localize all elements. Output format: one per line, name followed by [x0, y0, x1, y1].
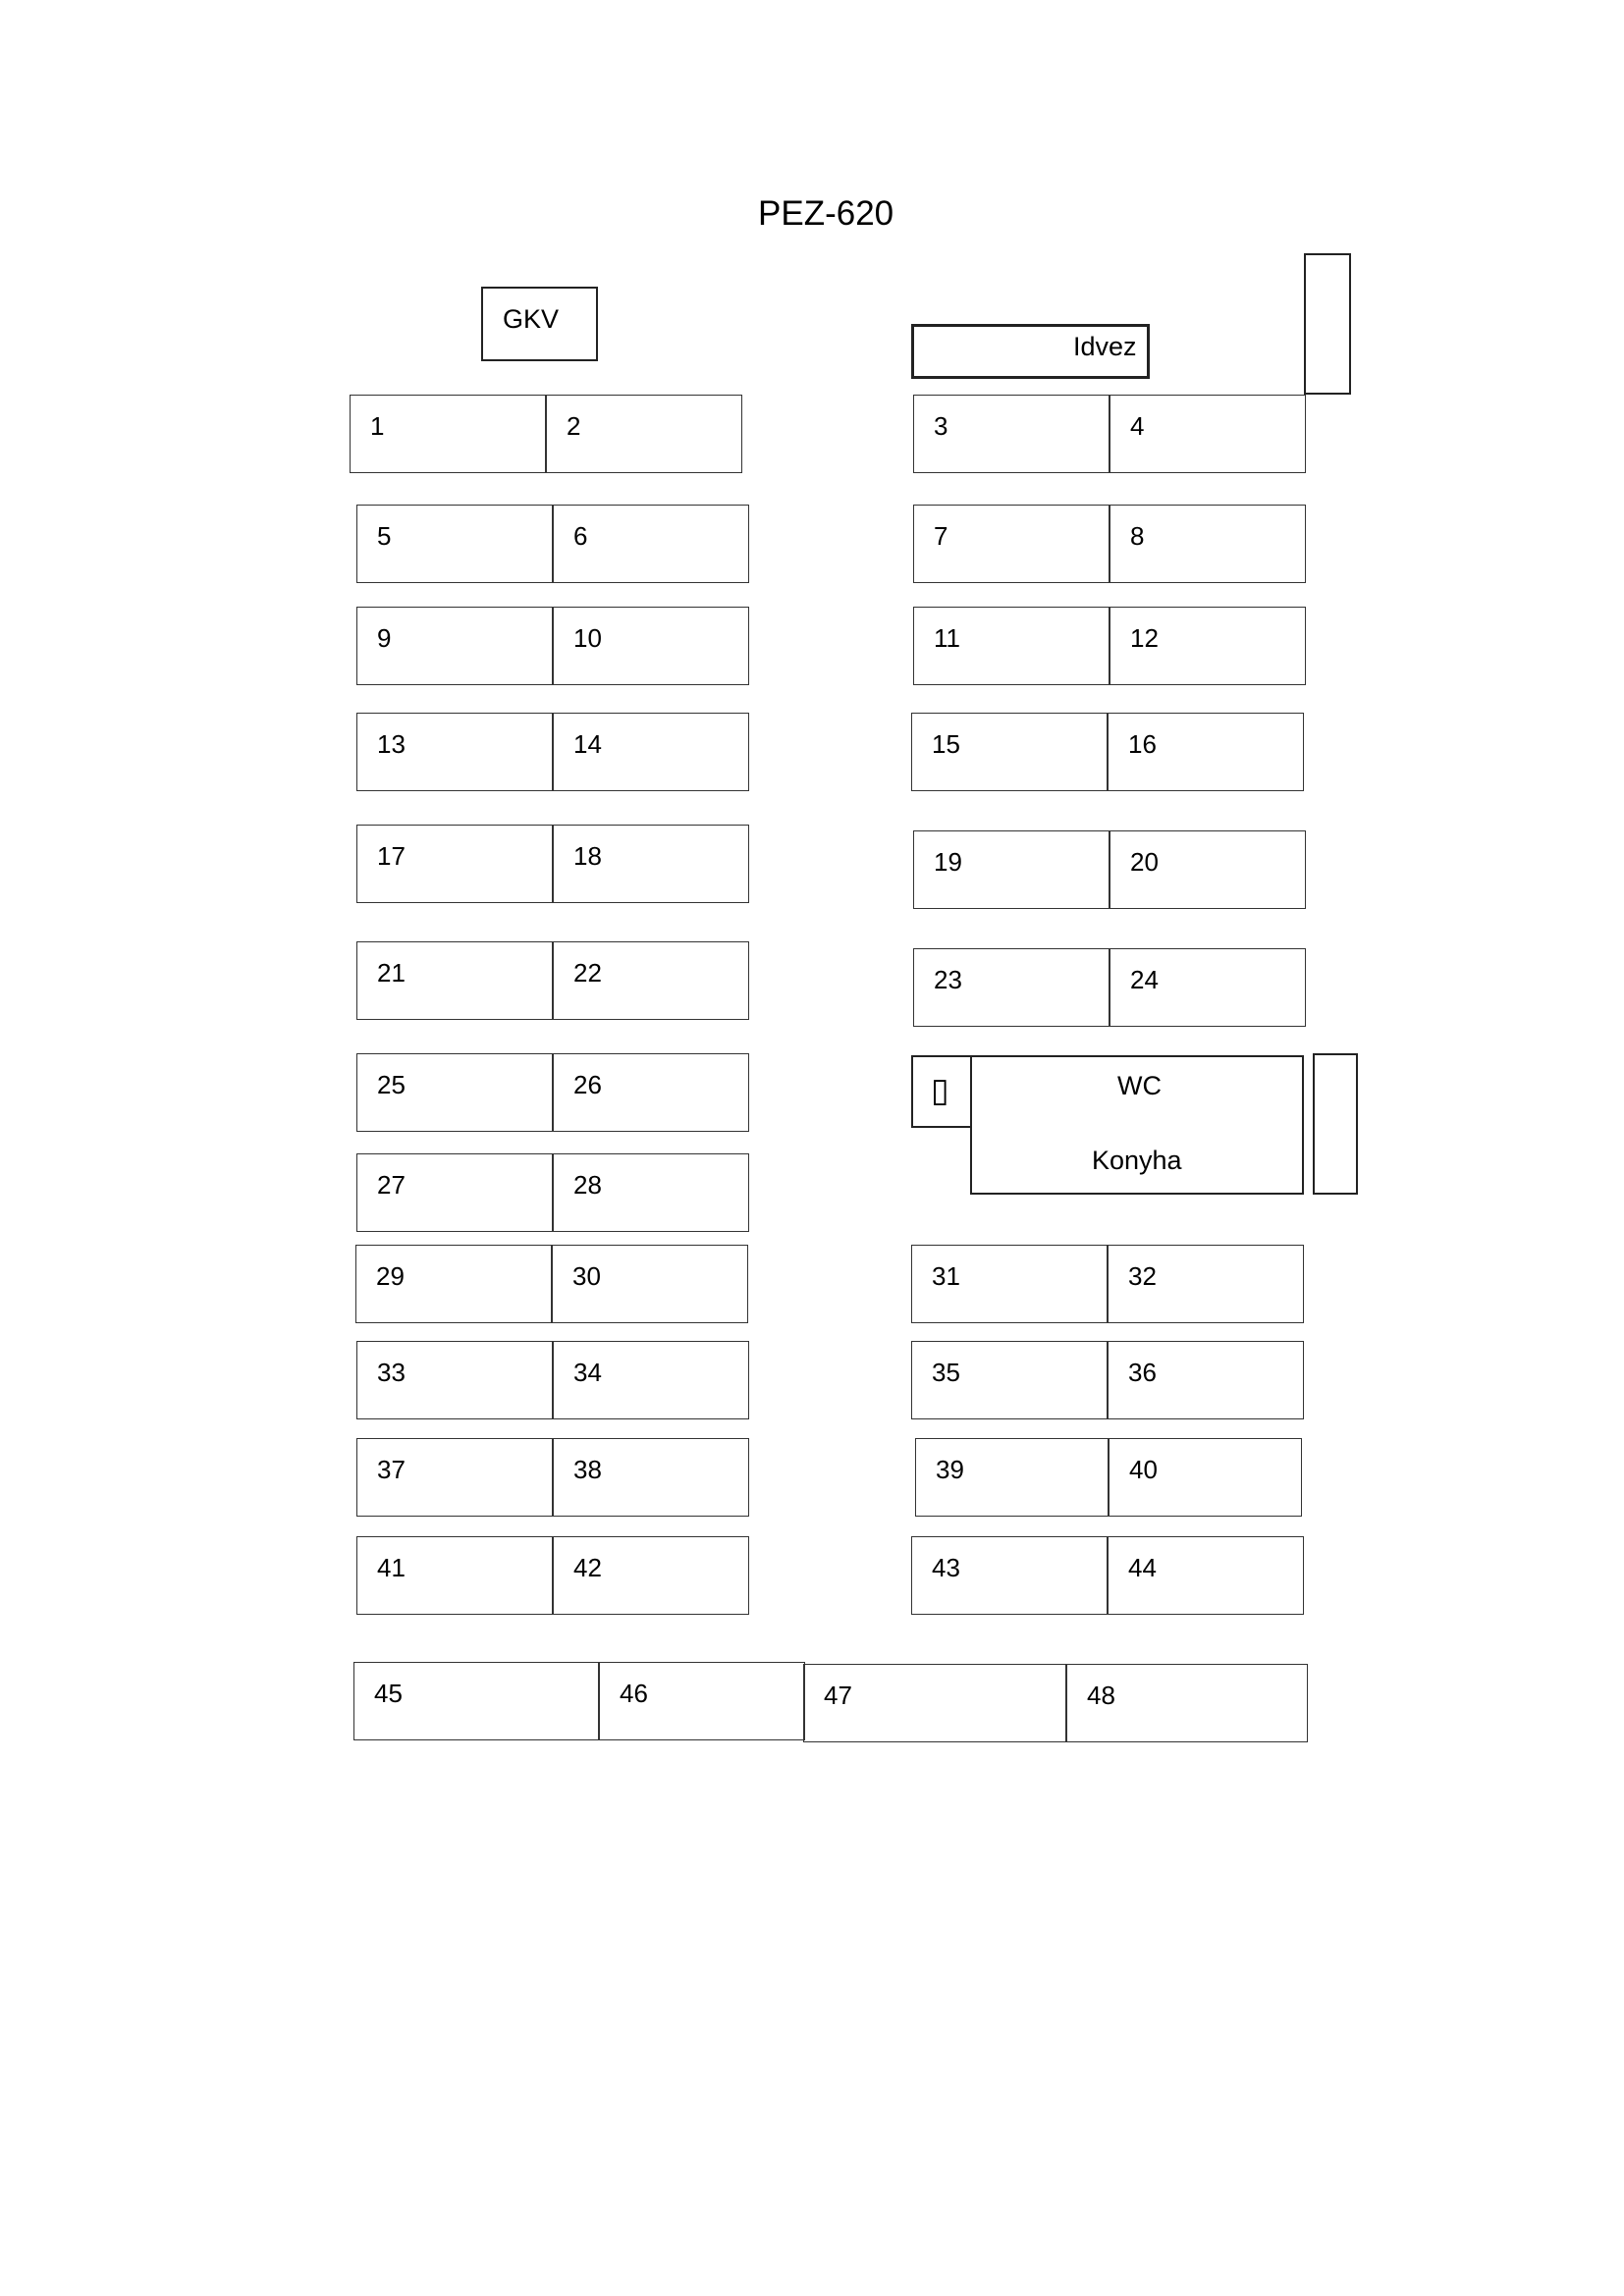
- seat-number: 48: [1087, 1681, 1115, 1710]
- seat-26: [553, 1053, 749, 1132]
- seat-17: [356, 825, 553, 903]
- seat-number: 31: [932, 1261, 960, 1291]
- rear-door: [1313, 1053, 1358, 1195]
- seat-13: [356, 713, 553, 791]
- door-icon: ▯: [931, 1072, 949, 1109]
- seat-27: [356, 1153, 553, 1232]
- seat-number: 36: [1128, 1358, 1157, 1387]
- seat-number: 17: [377, 841, 406, 871]
- seat-9: [356, 607, 553, 685]
- seat-number: 43: [932, 1553, 960, 1582]
- seat-29: [355, 1245, 552, 1323]
- seat-34: [553, 1341, 749, 1419]
- seat-36: [1108, 1341, 1304, 1419]
- seat-number: 13: [377, 729, 406, 759]
- seat-12: [1110, 607, 1306, 685]
- kitchen-label: Konyha: [1092, 1146, 1182, 1175]
- seat-number: 24: [1130, 965, 1159, 994]
- seat-number: 28: [573, 1170, 602, 1200]
- seat-number: 25: [377, 1070, 406, 1099]
- seat-19: [913, 830, 1110, 909]
- seat-15: [911, 713, 1108, 791]
- seat-number: 19: [934, 847, 962, 877]
- guide-seat: [911, 324, 1150, 379]
- seat-5: [356, 505, 553, 583]
- page-title: PEZ-620: [758, 194, 894, 233]
- wc-kitchen-block: [970, 1055, 1304, 1195]
- seat-47: [803, 1664, 1066, 1742]
- seat-number: 30: [572, 1261, 601, 1291]
- seat-48: [1066, 1664, 1308, 1742]
- seat-number: 35: [932, 1358, 960, 1387]
- seat-number: 27: [377, 1170, 406, 1200]
- seat-6: [553, 505, 749, 583]
- seat-1: [350, 395, 546, 473]
- driver-label: GKV: [503, 304, 560, 334]
- seat-35: [911, 1341, 1108, 1419]
- seat-42: [553, 1536, 749, 1615]
- seat-38: [553, 1438, 749, 1517]
- seat-33: [356, 1341, 553, 1419]
- seat-31: [911, 1245, 1108, 1323]
- seat-22: [553, 941, 749, 1020]
- seat-number: 32: [1128, 1261, 1157, 1291]
- wc-label: WC: [1117, 1071, 1162, 1100]
- seat-number: 3: [934, 411, 948, 441]
- seat-number: 12: [1130, 623, 1159, 653]
- seat-number: 4: [1130, 411, 1145, 441]
- seat-37: [356, 1438, 553, 1517]
- seat-32: [1108, 1245, 1304, 1323]
- wc-door: [911, 1055, 972, 1128]
- seat-number: 38: [573, 1455, 602, 1484]
- seat-number: 34: [573, 1358, 602, 1387]
- seat-23: [913, 948, 1110, 1027]
- seat-28: [553, 1153, 749, 1232]
- seat-7: [913, 505, 1110, 583]
- seat-2: [546, 395, 742, 473]
- seat-46: [599, 1662, 805, 1740]
- driver-seat: [481, 287, 598, 361]
- seat-43: [911, 1536, 1108, 1615]
- seat-number: 26: [573, 1070, 602, 1099]
- seat-21: [356, 941, 553, 1020]
- seat-number: 8: [1130, 521, 1145, 551]
- seat-45: [353, 1662, 599, 1740]
- seat-number: 40: [1129, 1455, 1158, 1484]
- seat-number: 16: [1128, 729, 1157, 759]
- seat-number: 37: [377, 1455, 406, 1484]
- seat-number: 5: [377, 521, 392, 551]
- seat-number: 7: [934, 521, 948, 551]
- seat-number: 39: [936, 1455, 964, 1484]
- seat-8: [1110, 505, 1306, 583]
- seat-number: 44: [1128, 1553, 1157, 1582]
- seat-16: [1108, 713, 1304, 791]
- seat-number: 11: [934, 623, 960, 653]
- seat-number: 20: [1130, 847, 1159, 877]
- seat-number: 15: [932, 729, 960, 759]
- seat-20: [1110, 830, 1306, 909]
- seat-number: 10: [573, 623, 602, 653]
- seat-39: [915, 1438, 1109, 1517]
- seat-10: [553, 607, 749, 685]
- seat-11: [913, 607, 1110, 685]
- seat-number: 45: [374, 1679, 403, 1708]
- seat-44: [1108, 1536, 1304, 1615]
- seat-number: 33: [377, 1358, 406, 1387]
- seat-number: 18: [573, 841, 602, 871]
- seat-4: [1110, 395, 1306, 473]
- seat-number: 6: [573, 521, 588, 551]
- seat-number: 41: [377, 1553, 406, 1582]
- seat-18: [553, 825, 749, 903]
- seat-3: [913, 395, 1110, 473]
- seat-number: 23: [934, 965, 962, 994]
- front-door: [1304, 253, 1351, 395]
- seat-number: 1: [370, 411, 385, 441]
- guide-label: Idvez: [1073, 332, 1137, 361]
- seat-number: 22: [573, 958, 602, 988]
- seat-number: 2: [567, 411, 581, 441]
- seat-40: [1109, 1438, 1302, 1517]
- seat-number: 42: [573, 1553, 602, 1582]
- seat-number: 9: [377, 623, 392, 653]
- seat-number: 29: [376, 1261, 405, 1291]
- seat-14: [553, 713, 749, 791]
- seat-25: [356, 1053, 553, 1132]
- seat-24: [1110, 948, 1306, 1027]
- seat-41: [356, 1536, 553, 1615]
- seat-number: 14: [573, 729, 602, 759]
- seat-number: 21: [377, 958, 406, 988]
- seat-number: 46: [620, 1679, 648, 1708]
- seat-30: [552, 1245, 748, 1323]
- seat-number: 47: [824, 1681, 852, 1710]
